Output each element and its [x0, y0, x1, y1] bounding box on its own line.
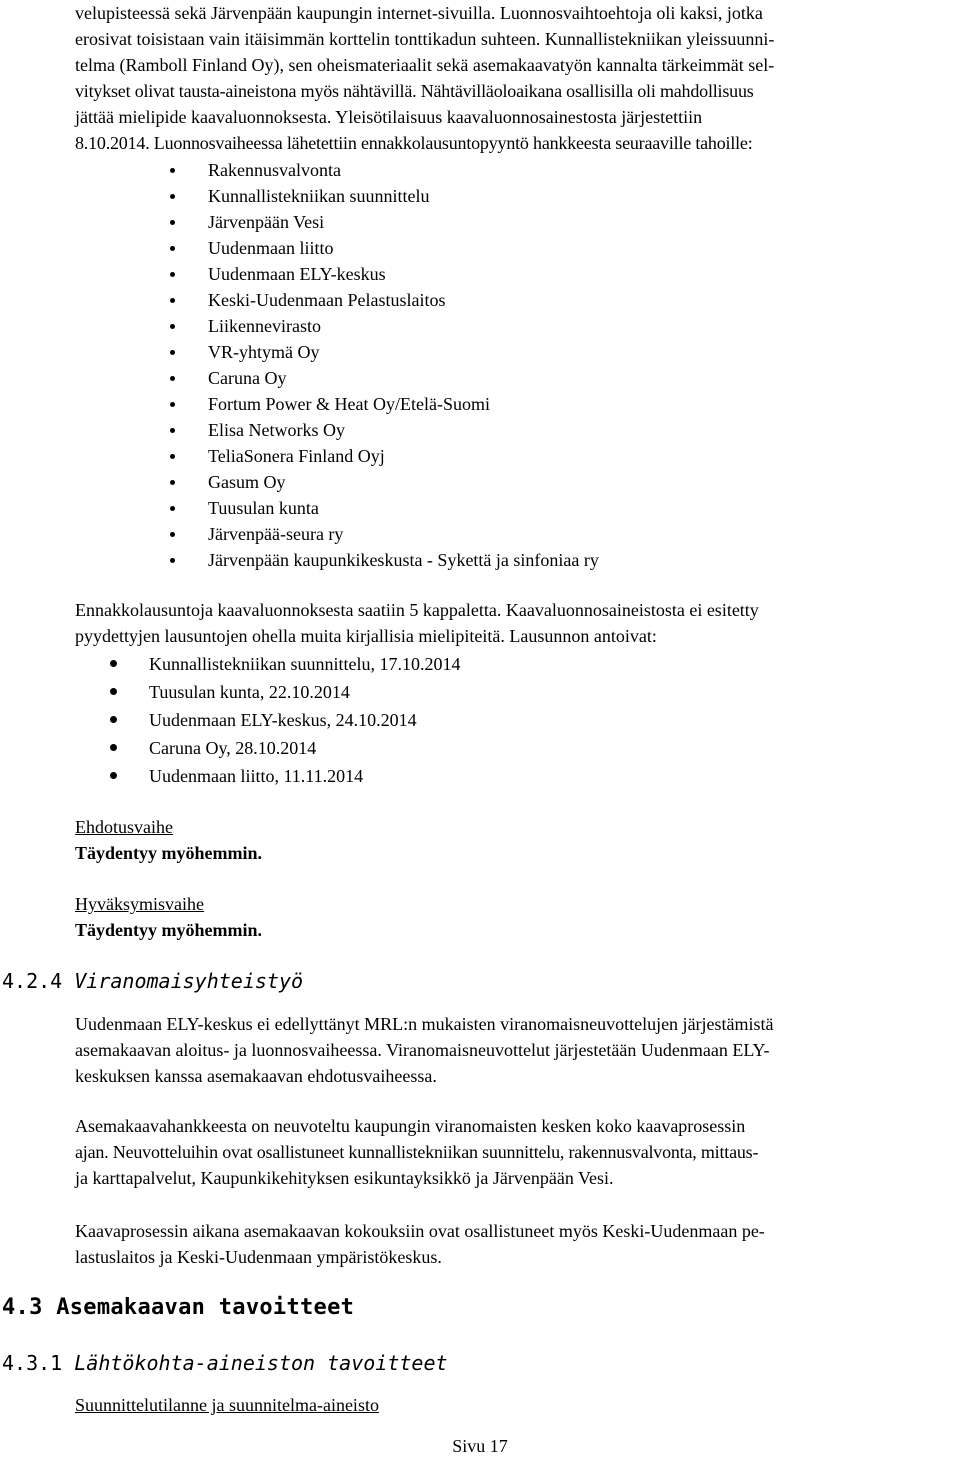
text-line: vitykset olivat tausta-aineistona myös nähtävillä. Nähtävilläoloaikana osallisilla oli mahdollisuus — [75, 81, 754, 101]
list-item: Järvenpään kaupunkikeskusta - Sykettä ja sinfoniaa ry — [208, 547, 599, 573]
section-number: 4.3 — [2, 1295, 43, 1320]
text-line: velupisteessä sekä Järvenpään kaupungin internet-sivuilla. Luonnosvaihtoehtoja oli kaksi, jotka — [75, 3, 763, 23]
text-line: keskuksen kanssa asemakaavan ehdotusvaiheessa. — [75, 1066, 437, 1086]
section-heading-4-3-1 — [2, 1350, 448, 1376]
list-item: VR-yhtymä Oy — [208, 339, 599, 365]
authority-paragraph-3 — [75, 1218, 955, 1270]
text-line: lastuslaitos ja Keski-Uudenmaan ympäristökeskus. — [75, 1247, 442, 1267]
proposal-phase-heading: Ehdotusvaihe — [75, 817, 173, 837]
list-item: Caruna Oy — [208, 365, 599, 391]
section-heading-4-3 — [2, 1294, 354, 1322]
approval-phase-note: Täydentyy myöhemmin. — [75, 920, 263, 940]
recipient-list — [208, 157, 599, 573]
text-line: ja karttapalvelut, Kaupunkikehityksen esikuntayksikkö ja Järvenpään Vesi. — [75, 1168, 614, 1188]
page-number: Sivu 17 — [452, 1436, 508, 1456]
text-line: Kaavaprosessin aikana asemakaavan kokouksiin ovat osallistuneet myös Keski-Uudenmaan pe- — [75, 1221, 765, 1241]
approval-phase-heading: Hyväksymisvaihe — [75, 894, 204, 914]
statements-paragraph — [75, 597, 955, 649]
list-item: Elisa Networks Oy — [208, 417, 599, 443]
text-line: jättää mielipide kaavaluonnoksesta. Yleisötilaisuus kaavaluonnosainestosta järjestettiin — [75, 107, 703, 127]
section-number: 4.2.4 — [2, 969, 63, 993]
text-line: ajan. Neuvotteluihin ovat osallistuneet kunnallistekniikan suunnittelu, rakennusvalvonta, mittaus- — [75, 1142, 759, 1162]
list-item: Uudenmaan ELY-keskus — [208, 261, 599, 287]
list-item: Tuusulan kunta — [208, 495, 599, 521]
list-item: Järvenpään Vesi — [208, 209, 599, 235]
list-item: Gasum Oy — [208, 469, 599, 495]
section-heading-4-2-4 — [2, 968, 303, 994]
text-line: Uudenmaan ELY-keskus ei edellyttänyt MRL:n mukaisten viranomaisneuvottelujen järjestämistä — [75, 1014, 774, 1034]
authority-paragraph-1 — [75, 1011, 955, 1089]
text-line: Asemakaavahankkeesta on neuvoteltu kaupungin viranomaisten kesken koko kaavaprosessin — [75, 1116, 746, 1136]
statement-list — [149, 650, 460, 790]
text-line: erosivat toisistaan vain itäisimmän korttelin tonttikadun suhteen. Kunnallistekniikan yleissuunni- — [75, 29, 775, 49]
intro-paragraph — [75, 0, 955, 156]
text-line: Ennakkolausuntoja kaavaluonnoksesta saatiin 5 kappaletta. Kaavaluonnosaineistosta ei esitetty — [75, 600, 759, 620]
list-item: Uudenmaan ELY-keskus, 24.10.2014 — [149, 706, 460, 734]
list-item: Keski-Uudenmaan Pelastuslaitos — [208, 287, 599, 313]
list-item: Kunnallistekniikan suunnittelu — [208, 183, 599, 209]
text-line: asemakaavan aloitus- ja luonnosvaiheessa. Viranomaisneuvottelut järjestetään Uudenmaan ELY- — [75, 1040, 770, 1060]
text-line: pyydettyjen lausuntojen ohella muita kirjallisia mielipiteitä. Lausunnon antoivat: — [75, 626, 657, 646]
text-line: 8.10.2014. Luonnosvaiheessa lähetettiin ennakkolausuntopyyntö hankkeesta seuraaville tahoille: — [75, 133, 753, 153]
list-item: Caruna Oy, 28.10.2014 — [149, 734, 460, 762]
list-item: Rakennusvalvonta — [208, 157, 599, 183]
list-item: Järvenpää-seura ry — [208, 521, 599, 547]
list-item: TeliaSonera Finland Oyj — [208, 443, 599, 469]
list-item: Uudenmaan liitto — [208, 235, 599, 261]
text-line: telma (Ramboll Finland Oy), sen oheismateriaalit sekä asemakaavatyön kannalta tärkeimmät sel- — [75, 55, 775, 75]
planning-situation-subheading: Suunnittelutilanne ja suunnitelma-aineisto — [75, 1395, 379, 1415]
list-item: Uudenmaan liitto, 11.11.2014 — [149, 762, 460, 790]
section-number: 4.3.1 — [2, 1351, 63, 1375]
list-item: Tuusulan kunta, 22.10.2014 — [149, 678, 460, 706]
list-item: Liikennevirasto — [208, 313, 599, 339]
section-title: Viranomaisyhteistyö — [74, 969, 304, 993]
section-title: Lähtökohta-aineiston tavoitteet — [74, 1351, 448, 1375]
authority-paragraph-2 — [75, 1113, 955, 1191]
section-title: Asemakaavan tavoitteet — [56, 1295, 355, 1320]
list-item: Fortum Power & Heat Oy/Etelä-Suomi — [208, 391, 599, 417]
list-item: Kunnallistekniikan suunnittelu, 17.10.2014 — [149, 650, 460, 678]
proposal-phase-note: Täydentyy myöhemmin. — [75, 843, 263, 863]
